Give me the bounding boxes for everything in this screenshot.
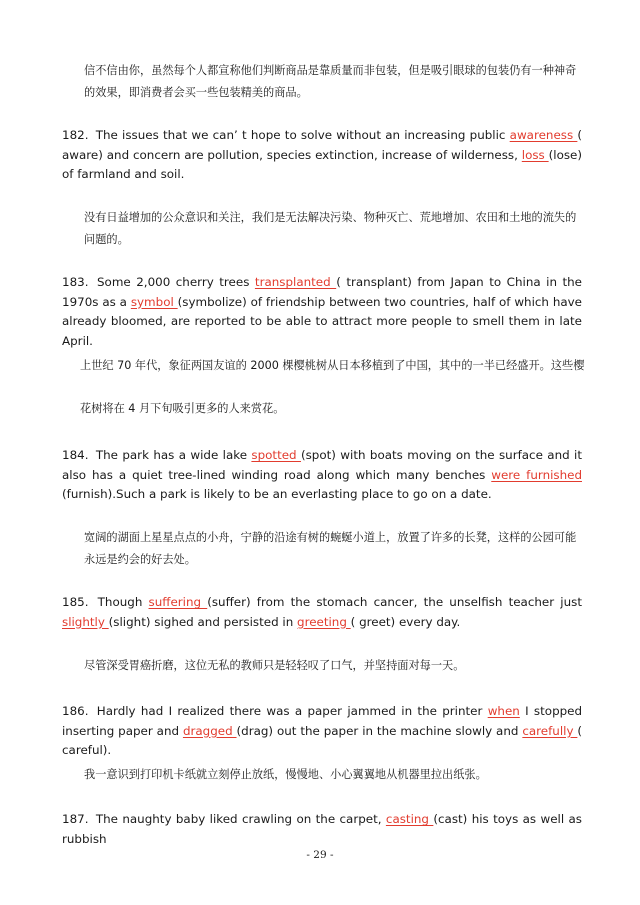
answer: loss [521, 147, 549, 162]
cn-line: 尽管深受胃癌折磨，这位无私的教师只是轻轻叹了口气，并坚持面对每一天。 [84, 659, 465, 672]
answer: awareness [509, 128, 578, 142]
question-text: (symbolize) of friendship between two countries, half of which have already bloomed, are reported to be able to attract more people to smell them in late April. [62, 294, 582, 348]
answer: spotted [251, 448, 301, 462]
cn-translation-182 [62, 207, 604, 251]
question-text: (spot) with boats moving on the surface and it also has a quiet tree-lined winding road along which many benches [62, 448, 582, 482]
cn-line: 没有日益增加的公众意识和关注，我们是无法解决污染、物种灭亡、荒地增加、农田和土地的流失的 [84, 211, 577, 224]
question-187 [62, 810, 582, 849]
answer: slightly [62, 614, 109, 629]
cn-line: 永远是约会的好去处。 [84, 553, 196, 566]
cn-translation-185 [62, 655, 604, 677]
cn-line: 花树将在 4 月下旬吸引更多的人来赏花。 [80, 402, 285, 415]
answer: carefully [522, 723, 578, 738]
question-text: (suffer) from the stomach cancer, the unselfish teacher just [207, 595, 582, 609]
answer: transplanted [254, 275, 337, 289]
cn-line: 的效果，即消费者会买一些包装精美的商品。 [84, 86, 308, 99]
answer: dragged [182, 723, 237, 738]
question-text: Some 2,000 cherry trees [97, 275, 250, 289]
answer: greeting [297, 614, 351, 629]
question-text: The park has a wide lake [95, 448, 248, 462]
question-text: ( greet) every day. [350, 614, 461, 629]
question-text: Hardly had I realized there was a paper jammed in the printer [96, 704, 483, 718]
question-text: Though [97, 595, 143, 609]
question-186 [62, 702, 582, 761]
cn-line: 上世纪 70 年代，象征两国友谊的 2000 棵樱桃树从日本移植到了中国，其中的一半已经盛开。这些樱 [80, 359, 585, 372]
cn-line: 宽阔的湖面上星星点点的小舟，宁静的沿途有树的蜿蜒小道上，放置了许多的长凳，这样的公园可能 [84, 531, 577, 544]
cn-translation-top [62, 60, 604, 104]
question-number: 182. [62, 128, 89, 142]
question-text: (cast) his toys as well as rubbish [62, 812, 582, 846]
question-182 [62, 126, 582, 185]
question-text: (lose) of farmland and soil. [62, 147, 582, 181]
page-number: - 29 - [306, 849, 334, 861]
question-text: I stopped inserting paper and [62, 704, 583, 738]
question-text: The issues that we can’ t hope to solve without an increasing public [95, 128, 506, 142]
answer: suffering [148, 595, 208, 609]
question-number: 187. [62, 812, 89, 826]
question-text: ( careful). [62, 723, 583, 757]
question-text: ( aware) and concern are pollution, species extinction, increase of wilderness, [62, 128, 583, 162]
cn-translation-183 [62, 355, 600, 420]
question-text: The naughty baby liked crawling on the carpet, [95, 812, 382, 826]
question-text: (slight) sighed and persisted in [108, 614, 294, 629]
cn-translation-184 [62, 527, 604, 571]
answer: were furnished [491, 467, 582, 482]
cn-translation-186 [62, 764, 604, 786]
answer: symbol [130, 294, 178, 309]
cn-line: 我一意识到打印机卡纸就立刻停止放纸，慢慢地、小心翼翼地从机器里拉出纸张。 [84, 768, 487, 781]
question-184 [62, 446, 582, 505]
question-number: 184. [62, 448, 89, 462]
question-number: 186. [62, 704, 89, 718]
question-number: 183. [62, 275, 89, 289]
question-183 [62, 273, 582, 351]
question-text: (furnish).Such a park is likely to be an everlasting place to go on a date. [62, 487, 492, 501]
question-text: (drag) out the paper in the machine slowly and [236, 723, 519, 738]
answer: casting [385, 812, 434, 826]
cn-line: 信不信由你，虽然每个人都宣称他们判断商品是靠质量而非包装，但是吸引眼球的包装仍有一种神奇 [84, 64, 577, 77]
question-number: 185. [62, 595, 89, 609]
question-185 [62, 593, 582, 632]
answer: when [487, 704, 520, 718]
question-text: ( transplant) from Japan to China in the 1970s as a [62, 275, 583, 309]
cn-line: 问题的。 [84, 233, 129, 246]
